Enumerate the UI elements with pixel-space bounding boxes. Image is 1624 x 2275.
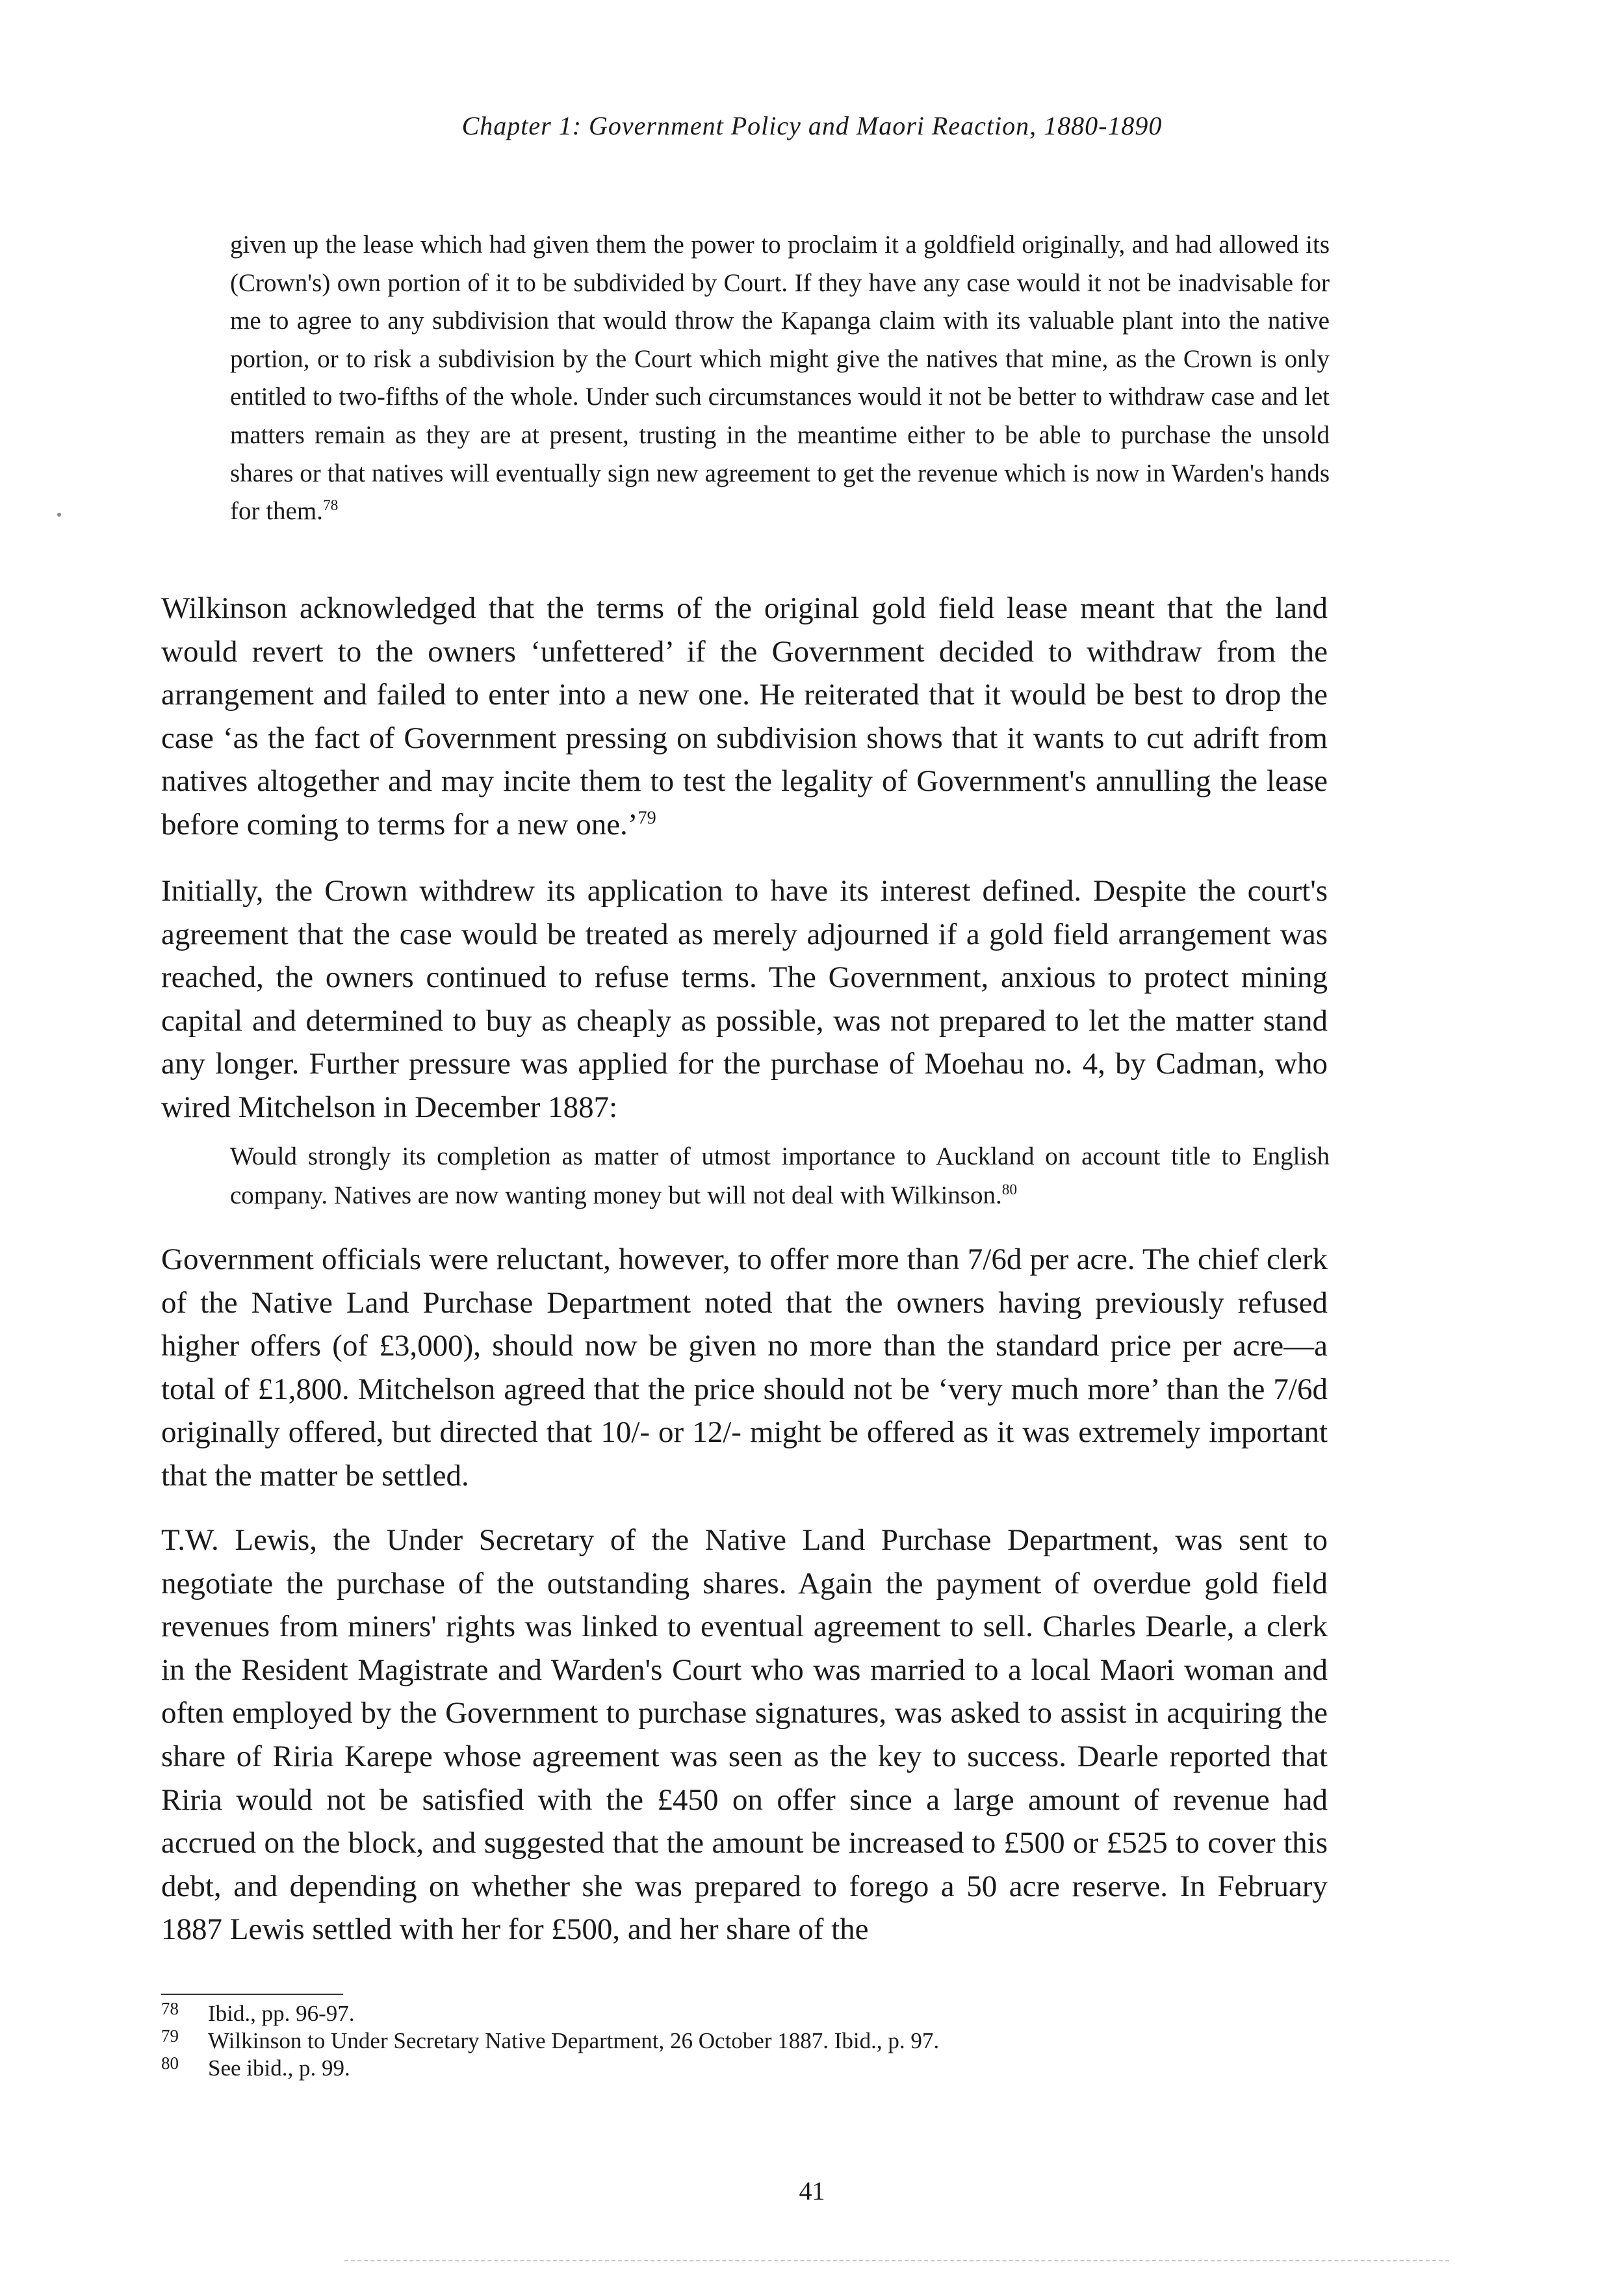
- footnote: [161, 2000, 1331, 2027]
- footnote-text: See ibid., p. 99.: [208, 2055, 350, 2081]
- paragraph-text: Government officials were reluctant, however, to offer more than 7/6d per acre. The chief clerk of the Native Land Purchase Department noted that the owners having previously refused higher offers (of £3,000), should now be given no more than the standard price per acre—a total of £1,800. Mitchelson agreed that the price should not be ‘very much more’ than the 7/6d originally offered, but directed that 10/- or 12/- might be offered as it was extremely important that the matter be settled.: [161, 1242, 1328, 1493]
- footnote-reference: 78: [322, 497, 339, 515]
- body-paragraph: [161, 1238, 1328, 1498]
- margin-mark: [57, 513, 61, 517]
- running-header: Chapter 1: Government Policy and Maori Reaction, 1880-1890: [461, 111, 1163, 140]
- footnote: [161, 2027, 1331, 2055]
- body-paragraph: [161, 1519, 1328, 1951]
- body-paragraph: [161, 587, 1328, 847]
- footnote-text: Ibid., pp. 96-97.: [208, 2001, 355, 2026]
- paragraph-text: Initially, the Crown withdrew its application to have its interest defined. Despite the court's agreement that the case would be treated as merely adjourned if a gold field arrangement was reached, the owners continued to refuse terms. The Government, anxious to protect mining capital and determined to buy as cheaply as possible, was not prepared to let the matter stand any longer. Further pressure was applied for the purchase of Moehau no. 4, by Cadman, who wired Mitchelson in December 1887:: [161, 874, 1328, 1124]
- footnote-number: 80: [161, 2053, 179, 2073]
- footnote-reference: 79: [638, 808, 656, 829]
- footnote-text: Wilkinson to Under Secretary Native Department, 26 October 1887. Ibid., p. 97.: [208, 2028, 940, 2053]
- quote-text: Would strongly its completion as matter of utmost importance to Auckland on account title to English company. Natives are now wanting money but will not deal with Wilkinson.: [230, 1142, 1330, 1209]
- body-paragraph: [161, 869, 1328, 1129]
- paragraph-text: Wilkinson acknowledged that the terms of the original gold field lease meant that the land would revert to the owners ‘unfettered’ if the Government decided to withdraw from the arrangement and failed to enter into a new one. He reiterated that it would be best to drop the case ‘as the fact of Government pressing on subdivision shows that it wants to cut adrift from natives altogether and may incite them to test the legality of Government's annulling the lease before coming to terms for a new one.’: [161, 591, 1328, 842]
- paragraph-text: T.W. Lewis, the Under Secretary of the Native Land Purchase Department, was sent to negotiate the purchase of the outstanding shares. Again the payment of overdue gold field revenues from miners' rights was linked to eventual agreement to sell. Charles Dearle, a clerk in the Resident Magistrate and Warden's Court who was married to a local Maori woman and often employed by the Government to purchase signatures, was asked to assist in acquiring the share of Riria Karepe whose agreement was seen as the key to success. Dearle reported that Riria would not be satisfied with the £450 on offer since a large amount of revenue had accrued on the block, and suggested that the amount be increased to £500 or £525 to cover this debt, and depending on whether she was prepared to forego a 50 acre reserve. In February 1887 Lewis settled with her for £500, and her share of the: [161, 1523, 1328, 1947]
- block-quote: [230, 226, 1330, 531]
- footnote-number: 78: [161, 1999, 179, 2018]
- footnote-reference: 80: [1001, 1181, 1018, 1198]
- footnote-number: 79: [161, 2026, 179, 2046]
- scan-edge: [344, 2260, 1449, 2261]
- quote-text: given up the lease which had given them the power to proclaim it a goldfield originally, and had allowed its (Crown's) own portion of it to be subdivided by Court. If they have any case would it not be inadvisable for me to agree to any subdivision that would throw the Kapanga claim with its valuable plant into the native portion, or to risk a subdivision by the Court which might give the natives that mine, as the Crown is only entitled to two-fifths of the whole. Under such circumstances would it not be better to withdraw case and let matters remain as they are at present, trusting in the meantime either to be able to purchase the unsold shares or that natives will eventually sign new agreement to get the revenue which is now in Warden's hands for them.: [230, 231, 1330, 526]
- page-number: 41: [799, 2176, 825, 2205]
- footnote-divider: [161, 1994, 343, 1995]
- footnotes: [161, 2000, 1331, 2082]
- footnote: [161, 2055, 1331, 2082]
- block-quote: [230, 1137, 1330, 1215]
